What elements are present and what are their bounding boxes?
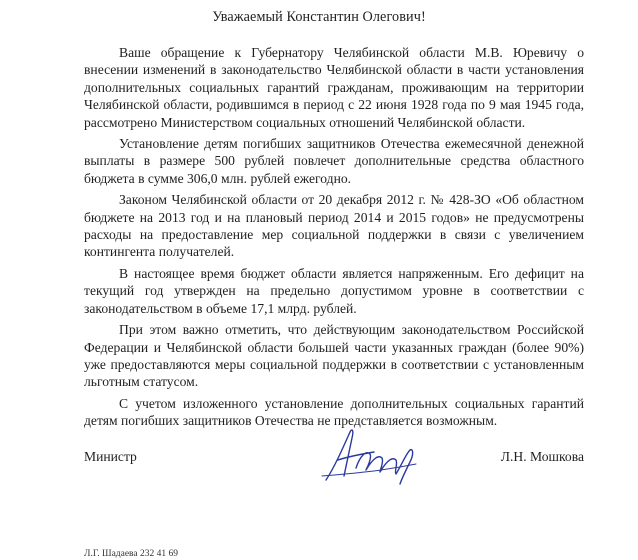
signer-name: Л.Н. Мошкова <box>500 449 584 464</box>
paragraph-existing-support: При этом важно отметить, что действующим законодательством Российской Федерации и Челябинской области большей части указанных граждан (более 90%) уже предоставляются меры социальной поддержки в соответствии с установленным льготным статусом. <box>84 322 584 390</box>
salutation: Уважаемый Константин Олегович! <box>212 9 426 25</box>
signer-title: Министр <box>84 449 137 464</box>
handwritten-signature <box>316 420 424 488</box>
paragraph-budget-deficit: В настоящее время бюджет области является напряженным. Его дефицит на текущий год утвержден на предельно допустимом уровне в соответствии с законодательством в объеме 17,1 млрд. рублей. <box>84 265 584 316</box>
paragraph-appeal: Ваше обращение к Губернатору Челябинской области М.В. Юревичу о внесении изменений в законодательство Челябинской области в части установления дополнительных социальных гарантий гражданам, проживающим на территории Челябинской области, родившимся в период с 22 июня 1928 года по 9 мая 1945 года, рассмотрено Министерством социальных отношений Челябинской области. <box>84 45 584 130</box>
executor-note: Л.Г. Шадаева 232 41 69 <box>84 549 179 559</box>
letter-body <box>84 44 584 434</box>
paragraph-payment-cost: Установление детям погибших защитников Отечества ежемесячной денежной выплаты в размере 500 рублей повлечет дополнительные средства областного бюджета в сумме 306,0 млн. рублей ежегодно. <box>84 136 584 186</box>
paragraph-conclusion: С учетом изложенного установление дополнительных социальных гарантий детям погибших защитников Отечества не представляется возможным. <box>84 395 584 429</box>
paragraph-budget-law: Законом Челябинской области от 20 декабря 2012 г. № 428-ЗО «Об областном бюджете на 2013 год и на плановый период 2014 и 2015 годов» не предусмотрены расходы на предоставление мер социальной поддержки в связи с увеличением контингента получателей. <box>84 192 584 260</box>
